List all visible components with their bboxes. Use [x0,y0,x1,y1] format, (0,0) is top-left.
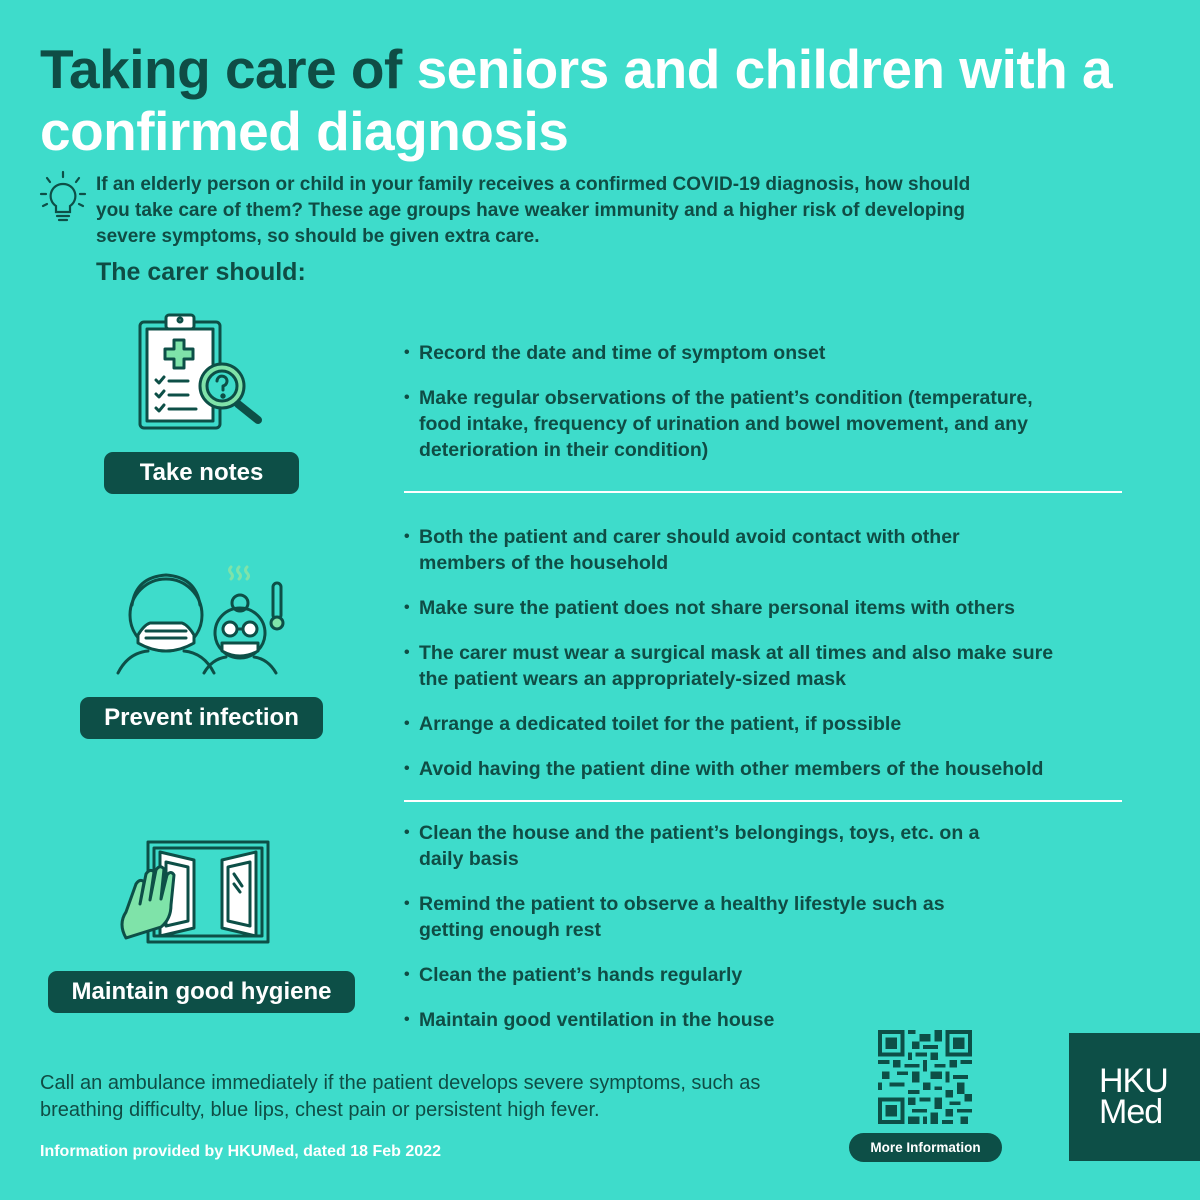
credit-text: Information provided by HKUMed, dated 18 Feb 2022 [40,1143,441,1160]
masked-people-icon [116,565,294,677]
list-item: • Clean the house and the patient’s belongings, toys, etc. on a daily basis [404,820,1004,872]
section-divider [404,491,1122,493]
list-item: • Maintain good ventilation in the house [404,1007,1004,1033]
logo-line-2: Med [1099,1093,1163,1131]
list-item: • Remind the patient to observe a healthy lifestyle such as getting enough rest [404,891,1004,943]
hkumed-logo [1069,1033,1200,1161]
list-item: • Make sure the patient does not share personal items with others [404,595,1120,621]
take-notes-label: Take notes [104,452,299,494]
logo-line-1: HKU [1099,1062,1168,1100]
section-divider [404,800,1122,802]
page-title [40,38,1160,162]
hygiene-list [404,820,1004,1052]
maintain-hygiene-label: Maintain good hygiene [48,971,355,1013]
more-information-button[interactable]: More Information [849,1133,1002,1162]
window-hand-icon [118,840,270,946]
qr-code-icon[interactable] [878,1030,972,1124]
clipboard-magnifier-icon [136,308,264,432]
list-item: • Arrange a dedicated toilet for the patient, if possible [404,711,1120,737]
list-item: • Both the patient and carer should avoid contact with other members of the household [404,524,1044,576]
intro-text: If an elderly person or child in your family receives a confirmed COVID-19 diagnosis, how should you take care of them? These age groups have weaker immunity and a higher risk of developing severe symptoms, so should be given extra care. [96,174,971,247]
title-part-light: seniors and children with a confirmed diagnosis [40,38,1113,162]
prevent-infection-label: Prevent infection [80,697,323,739]
prevent-infection-list [404,524,1120,801]
title-part-dark: Taking care of [40,38,417,100]
list-item: • Avoid having the patient dine with other members of the household [404,756,1120,782]
list-item: • Record the date and time of symptom onset [404,340,1044,366]
list-item: • The carer must wear a surgical mask at all times and also make sure the patient wears an appropriately-sized mask [404,640,1084,692]
list-item: • Clean the patient’s hands regularly [404,962,1004,988]
lightbulb-icon [38,170,88,226]
ambulance-notice: Call an ambulance immediately if the patient develops severe symptoms, such as breathing difficulty, blue lips, chest pain or persistent high fever. [40,1072,761,1121]
take-notes-list [404,340,1044,482]
list-item: • Make regular observations of the patient’s condition (temperature, food intake, frequency of urination and bowel movement, and any deterioration in their condition) [404,385,1044,463]
carer-heading: The carer should: [96,258,306,286]
